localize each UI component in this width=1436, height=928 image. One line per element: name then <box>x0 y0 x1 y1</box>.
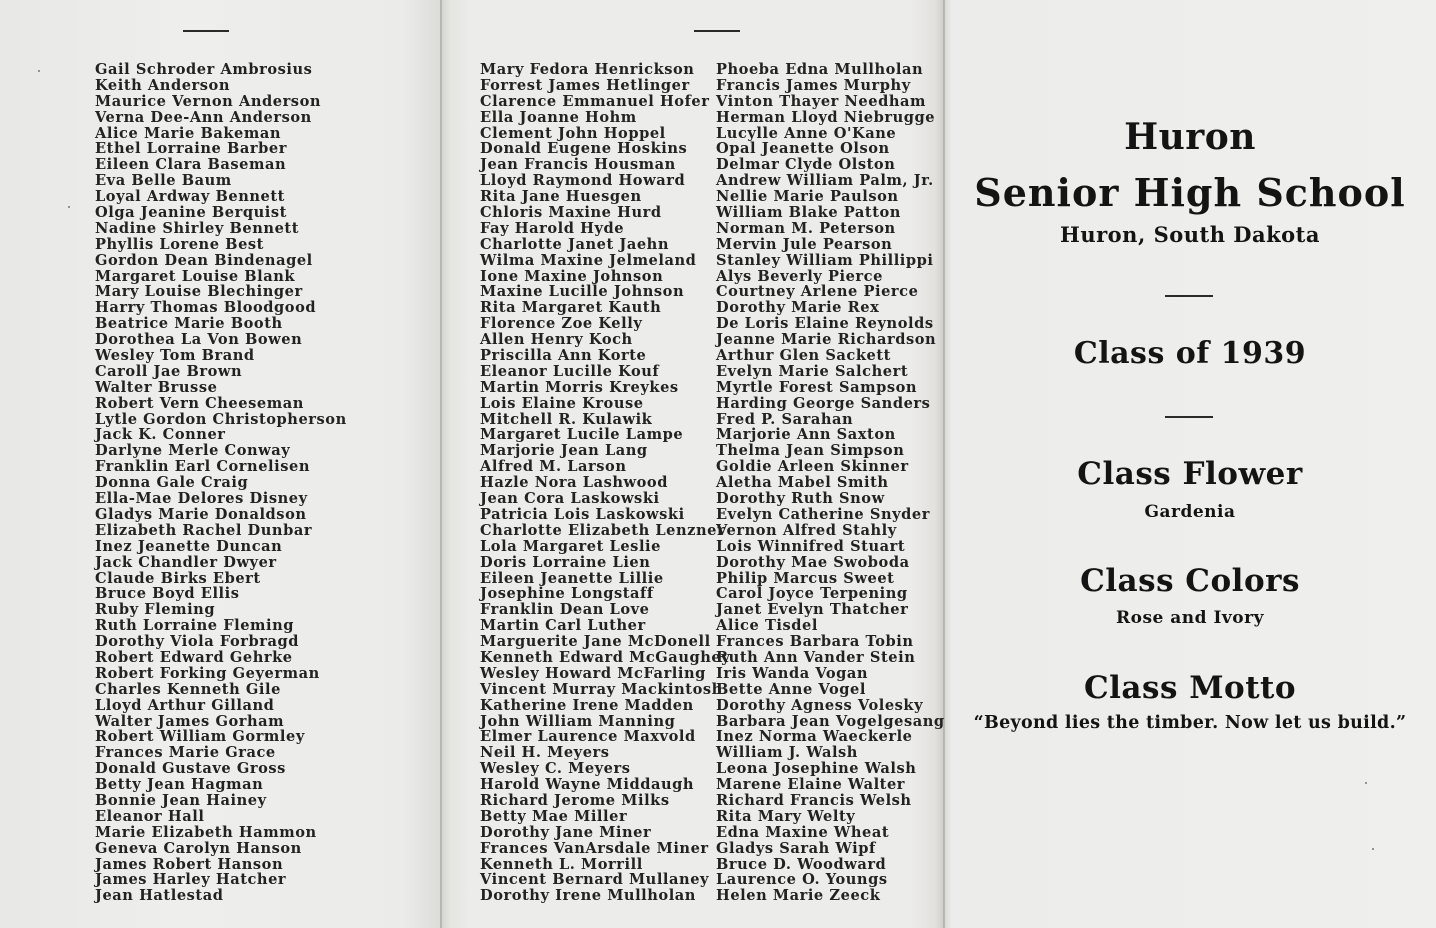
graduate-name: Patricia Lois Laskowski <box>480 505 685 523</box>
graduate-name: Mervin Jule Pearson <box>716 235 893 253</box>
graduate-name: Kenneth L. Morrill <box>480 855 643 873</box>
graduate-name: Stanley William Phillippi <box>716 251 934 269</box>
graduate-name: Vernon Alfred Stahly <box>716 521 897 539</box>
class-flower-heading: Class Flower <box>1077 456 1303 492</box>
graduate-name: Myrtle Forest Sampson <box>716 378 918 396</box>
graduate-name: Eileen Jeanette Lillie <box>480 569 664 587</box>
graduate-names-column-3 <box>716 62 945 904</box>
graduate-name: Fred P. Sarahan <box>716 410 854 428</box>
school-name-line-1: Huron <box>1124 116 1256 158</box>
class-year-title: Class of 1939 <box>1073 336 1307 371</box>
graduate-name: Neil H. Meyers <box>480 744 610 762</box>
graduate-name: Hazle Nora Lashwood <box>480 474 668 492</box>
graduate-name: Ethel Lorraine Barber <box>95 140 287 158</box>
graduate-names-column-1 <box>95 62 347 904</box>
graduate-name: Norman M. Peterson <box>716 219 896 237</box>
graduate-name: Wilma Maxine Jelmeland <box>480 251 697 269</box>
graduate-name: Eva Belle Baum <box>95 172 232 190</box>
graduate-name: Fay Harold Hyde <box>480 219 625 237</box>
graduate-name: William J. Walsh <box>716 744 858 762</box>
graduate-name: Herman Lloyd Niebrugge <box>716 108 936 126</box>
graduate-name: Marjorie Jean Lang <box>480 442 648 460</box>
graduate-name: Lucylle Anne O'Kane <box>716 124 897 142</box>
graduate-name: Geneva Carolyn Hanson <box>95 839 302 857</box>
graduate-name: Harding George Sanders <box>716 394 931 412</box>
graduate-name: Ruth Lorraine Fleming <box>95 617 295 635</box>
graduate-name: Carol Joyce Terpening <box>716 585 908 603</box>
class-flower-value: Gardenia <box>1144 502 1236 522</box>
graduate-name: Dorothea La Von Bowen <box>95 331 303 349</box>
graduate-names-column-2 <box>480 62 730 904</box>
graduate-name: Bette Anne Vogel <box>716 680 866 698</box>
graduate-name: Ella-Mae Delores Disney <box>95 490 308 508</box>
graduate-name: Lytle Gordon Christopherson <box>95 410 347 428</box>
class-motto-heading: Class Motto <box>1083 670 1297 706</box>
graduate-name: Eleanor Lucille Kouf <box>480 362 660 380</box>
graduate-name: Rita Margaret Kauth <box>480 299 662 317</box>
class-colors-heading: Class Colors <box>1080 563 1300 599</box>
graduate-name: John William Manning <box>480 712 676 730</box>
paper-speck <box>68 206 70 208</box>
graduate-name: Goldie Arleen Skinner <box>716 458 909 476</box>
graduate-name: Donald Gustave Gross <box>95 760 286 778</box>
graduate-name: Betty Mae Miller <box>480 807 628 825</box>
graduate-name: Nadine Shirley Bennett <box>95 219 299 237</box>
graduate-name: Ella Joanne Hohm <box>480 108 637 126</box>
graduate-name: Elmer Laurence Maxvold <box>480 728 696 746</box>
school-name-line-2: Senior High School <box>974 170 1406 215</box>
graduate-name: Doris Lorraine Lien <box>480 553 651 571</box>
graduate-name: Verna Dee-Ann Anderson <box>95 108 312 126</box>
graduate-name: Wesley C. Meyers <box>480 760 631 778</box>
graduate-name: Dorothy Agness Volesky <box>716 696 924 714</box>
graduate-name: Allen Henry Koch <box>480 331 633 349</box>
graduate-name: Delmar Clyde Olston <box>716 156 896 174</box>
graduate-name: Martin Morris Kreykes <box>480 378 679 396</box>
graduate-name: Inez Norma Waeckerle <box>716 728 913 746</box>
graduate-name: Walter James Gorham <box>95 712 285 730</box>
graduate-name: Edna Maxine Wheat <box>716 823 890 841</box>
graduate-name: Janet Evelyn Thatcher <box>716 601 909 619</box>
graduate-name: Priscilla Ann Korte <box>480 347 647 365</box>
graduate-name: Jack K. Conner <box>95 426 226 444</box>
graduate-name: Eileen Clara Baseman <box>95 156 287 174</box>
graduate-name: Alice Tisdel <box>716 617 818 635</box>
graduate-name: Harry Thomas Bloodgood <box>95 299 317 317</box>
class-colors-value: Rose and Ivory <box>1116 608 1264 628</box>
graduate-name: Dorothy Ruth Snow <box>716 490 885 508</box>
graduate-name: Bonnie Jean Hainey <box>95 791 267 809</box>
graduate-name: Wesley Howard McFarling <box>480 664 706 682</box>
graduate-name: Alys Beverly Pierce <box>716 267 883 285</box>
graduate-name: Dorothy Mae Swoboda <box>716 553 910 571</box>
graduate-name: De Loris Elaine Reynolds <box>716 315 934 333</box>
graduate-name: Elizabeth Rachel Dunbar <box>95 521 313 539</box>
graduate-name: Keith Anderson <box>95 76 230 94</box>
graduate-name: Gladys Marie Donaldson <box>95 505 307 523</box>
graduate-name: Philip Marcus Sweet <box>716 569 895 587</box>
graduate-name: Lois Elaine Krouse <box>480 394 644 412</box>
graduate-name: Maxine Lucille Johnson <box>480 283 685 301</box>
graduate-name: Richard Jerome Milks <box>480 791 670 809</box>
graduate-name: Betty Jean Hagman <box>95 776 264 794</box>
page-fold-divider <box>440 0 442 928</box>
graduate-name: Wesley Tom Brand <box>95 347 255 365</box>
graduate-name: Katherine Irene Madden <box>480 696 694 714</box>
graduate-name: Inez Jeanette Duncan <box>95 537 283 555</box>
graduate-name: Mary Fedora Henrickson <box>480 61 695 78</box>
graduate-name: Olga Jeanine Berquist <box>95 204 287 222</box>
graduate-name: Harold Wayne Middaugh <box>480 776 695 794</box>
graduate-name: Nellie Marie Paulson <box>716 188 899 206</box>
graduate-name: Dorothy Irene Mullholan <box>480 887 696 905</box>
graduate-name: Eleanor Hall <box>95 807 205 825</box>
graduate-name: Phoeba Edna Mullholan <box>716 61 924 78</box>
decorative-rule <box>1165 416 1213 418</box>
graduate-name: Caroll Jae Brown <box>95 362 243 380</box>
graduate-name: Marene Elaine Walter <box>716 776 906 794</box>
graduate-name: Beatrice Marie Booth <box>95 315 283 333</box>
graduate-name: Clarence Emmanuel Hofer <box>480 92 710 110</box>
graduate-name: Bruce Boyd Ellis <box>95 585 240 603</box>
graduate-name: Florence Zoe Kelly <box>480 315 643 333</box>
graduate-name: Martin Carl Luther <box>480 617 646 635</box>
graduate-name: Kenneth Edward McGaughey <box>480 648 731 666</box>
paper-speck <box>1372 848 1374 850</box>
graduate-name: James Harley Hatcher <box>95 871 287 889</box>
graduate-name: Rita Jane Huesgen <box>480 188 642 206</box>
graduate-name: Leona Josephine Walsh <box>716 760 917 778</box>
graduate-name: Loyal Ardway Bennett <box>95 188 285 206</box>
graduate-name: Forrest James Hetlinger <box>480 76 690 94</box>
graduate-name: Helen Marie Zeeck <box>716 887 881 905</box>
graduate-name: Gail Schroder Ambrosius <box>95 61 313 78</box>
program-cover <box>944 0 1436 928</box>
graduate-name: Charlotte Janet Jaehn <box>480 235 669 253</box>
graduate-name: Jean Cora Laskowski <box>480 490 660 508</box>
graduate-name: Chloris Maxine Hurd <box>480 204 662 222</box>
graduate-name: Lloyd Raymond Howard <box>480 172 686 190</box>
graduate-name: Alfred M. Larson <box>480 458 627 476</box>
graduate-name: Robert Forking Geyerman <box>95 664 320 682</box>
graduate-name: Jean Hatlestad <box>95 887 224 905</box>
graduate-name: Barbara Jean Vogelgesang <box>716 712 945 730</box>
graduate-name: Walter Brusse <box>95 378 218 396</box>
graduate-name: Ruth Ann Vander Stein <box>716 648 916 666</box>
graduate-name: Maurice Vernon Anderson <box>95 92 322 110</box>
graduate-name: Jeanne Marie Richardson <box>716 331 937 349</box>
graduate-name: Lola Margaret Leslie <box>480 537 661 555</box>
graduate-name: Opal Jeanette Olson <box>716 140 890 158</box>
graduate-name: Josephine Longstaff <box>480 585 654 603</box>
graduate-name: Dorothy Viola Forbragd <box>95 633 299 651</box>
graduate-name: Francis James Murphy <box>716 76 911 94</box>
decorative-rule <box>1165 295 1213 297</box>
graduate-name: Clement John Hoppel <box>480 124 666 142</box>
graduate-name: Gladys Sarah Wipf <box>716 839 876 857</box>
graduate-name: Courtney Arlene Pierce <box>716 283 919 301</box>
graduate-name: Ione Maxine Johnson <box>480 267 664 285</box>
graduate-name: Claude Birks Ebert <box>95 569 261 587</box>
graduate-name: Charlotte Elizabeth Lenzner <box>480 521 726 539</box>
graduate-name: Dorothy Jane Miner <box>480 823 652 841</box>
graduate-name: William Blake Patton <box>716 204 901 222</box>
decorative-rule <box>183 30 229 32</box>
graduate-name: Vinton Thayer Needham <box>716 92 927 110</box>
graduate-name: Lloyd Arthur Gilland <box>95 696 275 714</box>
paper-speck <box>38 70 40 72</box>
graduate-name: Mary Louise Blechinger <box>95 283 303 301</box>
graduate-name: Frances Barbara Tobin <box>716 633 914 651</box>
paper-speck <box>1365 782 1367 784</box>
decorative-rule <box>694 30 740 32</box>
graduate-name: Donald Eugene Hoskins <box>480 140 688 158</box>
graduate-name: Phyllis Lorene Best <box>95 235 264 253</box>
graduate-name: Ruby Fleming <box>95 601 216 619</box>
graduate-name: Arthur Glen Sackett <box>716 347 891 365</box>
graduate-name: Frances Marie Grace <box>95 744 276 762</box>
graduate-name: Marguerite Jane McDonell <box>480 633 711 651</box>
graduate-name: Alice Marie Bakeman <box>95 124 282 142</box>
graduate-name: Vincent Bernard Mullaney <box>480 871 710 889</box>
graduate-name: Mitchell R. Kulawik <box>480 410 653 428</box>
graduate-name: Iris Wanda Vogan <box>716 664 869 682</box>
graduate-name: Aletha Mabel Smith <box>716 474 889 492</box>
graduate-name: Donna Gale Craig <box>95 474 249 492</box>
graduate-name: Richard Francis Welsh <box>716 791 912 809</box>
graduate-name: Rita Mary Welty <box>716 807 856 825</box>
graduate-name: Evelyn Marie Salchert <box>716 362 909 380</box>
class-motto-quote: “Beyond lies the timber. Now let us build.” <box>973 713 1407 733</box>
graduate-name: Jack Chandler Dwyer <box>95 553 277 571</box>
graduate-name: James Robert Hanson <box>95 855 284 873</box>
graduate-name: Laurence O. Youngs <box>716 871 888 889</box>
graduate-name: Robert Edward Gehrke <box>95 648 293 666</box>
graduate-name: Dorothy Marie Rex <box>716 299 880 317</box>
graduate-name: Robert William Gormley <box>95 728 305 746</box>
graduate-name: Lois Winnifred Stuart <box>716 537 906 555</box>
graduate-name: Franklin Earl Cornelisen <box>95 458 310 476</box>
graduate-name: Franklin Dean Love <box>480 601 650 619</box>
graduate-name: Margaret Louise Blank <box>95 267 296 285</box>
graduate-name: Frances VanArsdale Miner <box>480 839 709 857</box>
graduate-name: Evelyn Catherine Snyder <box>716 505 930 523</box>
graduate-name: Vincent Murray Mackintosh <box>480 680 723 698</box>
graduate-name: Charles Kenneth Gile <box>95 680 281 698</box>
graduate-name: Andrew William Palm, Jr. <box>716 172 934 190</box>
graduate-name: Jean Francis Housman <box>480 156 676 174</box>
graduate-name: Marie Elizabeth Hammon <box>95 823 317 841</box>
graduate-name: Marjorie Ann Saxton <box>716 426 896 444</box>
graduate-name: Gordon Dean Bindenagel <box>95 251 313 269</box>
graduate-name: Bruce D. Woodward <box>716 855 887 873</box>
school-location: Huron, South Dakota <box>1060 222 1320 247</box>
graduate-name: Darlyne Merle Conway <box>95 442 291 460</box>
graduate-name: Robert Vern Cheeseman <box>95 394 304 412</box>
graduate-name: Thelma Jean Simpson <box>716 442 905 460</box>
graduate-name: Margaret Lucile Lampe <box>480 426 684 444</box>
